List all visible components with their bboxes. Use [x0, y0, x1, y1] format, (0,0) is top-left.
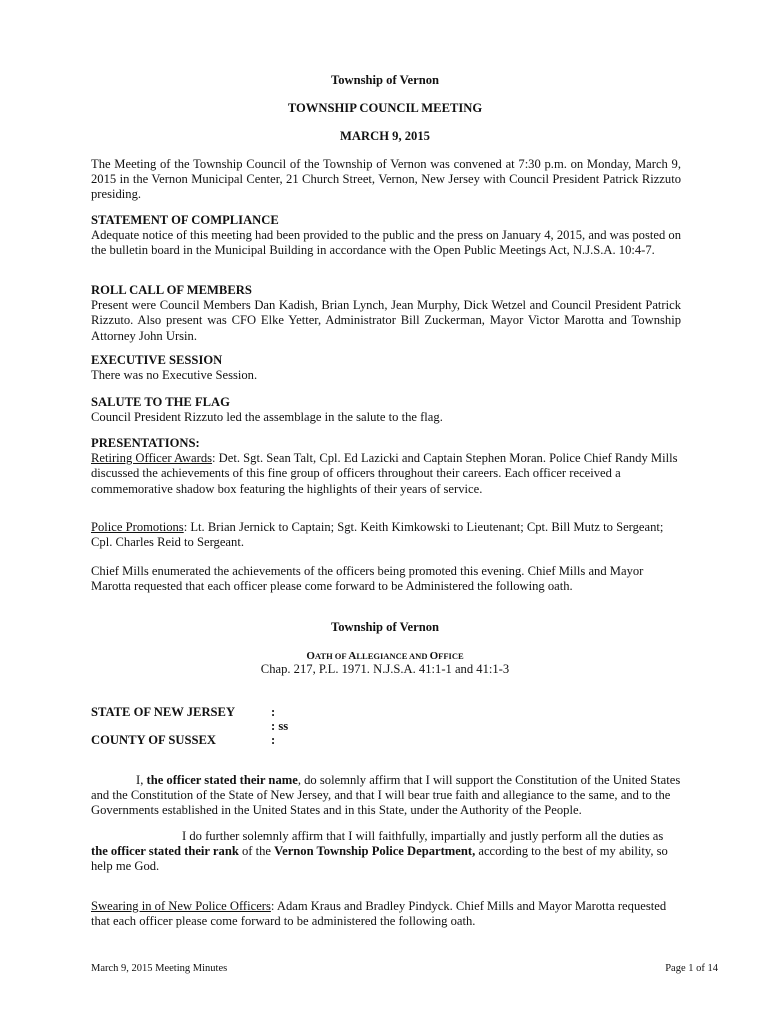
salute-heading: SALUTE TO THE FLAG: [91, 395, 230, 409]
footer-page-number: Page 1 of 14: [665, 963, 718, 974]
header-date: MARCH 9, 2015: [340, 129, 430, 143]
header-meeting-title: TOWNSHIP COUNCIL MEETING: [287, 101, 483, 115]
compliance-heading: STATEMENT OF COMPLIANCE: [91, 213, 279, 227]
footer-title: March 9, 2015 Meeting Minutes: [91, 963, 228, 974]
roll-call-body: Present were Council Members Dan Kadish, Brian Lynch, Jean Murphy, Dick Wetzel and Council President Patrick Rizzuto. Also present was CFO Elke Yetter, Administrator Bill Zuckerman, Mayor Victor Marotta and Township Attorney John Ursin.: [91, 298, 681, 343]
presentations-section: [91, 436, 681, 497]
executive-body: There was no Executive Session.: [91, 368, 258, 383]
state-colon: :: [271, 705, 276, 719]
state-label: STATE OF NEW JERSEY: [91, 705, 236, 719]
swearing-body: : Adam Kraus and Bradley Pindyck. Chief Mills and Mayor Marotta requested that each officer please come forward to be administered the following oath.: [91, 899, 667, 929]
swearing-label: Swearing in of New Police Officers: [91, 899, 271, 913]
presentations-heading: PRESENTATIONS:: [91, 436, 200, 450]
promotions-paragraph: [91, 520, 681, 550]
oath-paragraph-2: I do further solemnly affirm that I will faithfully, impartially and justly perform all the duties as the officer stated their rank of the Vernon Township Police Department, according to the best of my ability, so help me God.: [91, 829, 668, 874]
header-org: Township of Vernon: [330, 73, 440, 87]
salute-section: [91, 395, 681, 425]
promotions-body: : Lt. Brian Jernick to Captain; Sgt. Keith Kimkowski to Lieutenant; Cpt. Bill Mutz to Sergeant; Cpl. Charles Reid to Sergeant.: [91, 520, 664, 550]
executive-section: [91, 353, 681, 383]
oath-org: Township of Vernon: [330, 620, 440, 634]
oath-title: OATH OF ALLEGIANCE AND OFFICE: [306, 650, 464, 662]
retiring-awards-body: : Det. Sgt. Sean Talt, Cpl. Ed Lazicki and Captain Stephen Moran. Police Chief Randy Mills discussed the achievements of this fine group of officers throughout their careers. Each officer received a commemorative shadow box featuring the highlights of their years of service.: [91, 451, 678, 496]
county-label: COUNTY OF SUSSEX: [91, 733, 217, 747]
intro-paragraph: The Meeting of the Township Council of the Township of Vernon was convened at 7:30 p.m. on Monday, March 9, 2015 in the Vernon Municipal Center, 21 Church Street, Vernon, New Jersey with Council President Patrick Rizzuto presiding.: [91, 157, 681, 202]
compliance-body: Adequate notice of this meeting had been provided to the public and the press on January 4, 2015, and was posted on the bulletin board in the Municipal Building in accordance with the Open Public Meetings Act, N.J.S.A. 10:4-7.: [91, 228, 682, 258]
oath-citation: Chap. 217, P.L. 1971. N.J.S.A. 41:1-1 and 41:1-3: [260, 662, 510, 676]
chief-mills-paragraph: Chief Mills enumerated the achievements of the officers being promoted this evening. Chief Mills and Mayor Marotta requested that each officer please come forward to be Administered the following oath.: [91, 564, 644, 594]
county-colon: :: [271, 733, 276, 747]
roll-call-heading: ROLL CALL OF MEMBERS: [91, 283, 252, 297]
promotions-label: Police Promotions: [91, 520, 184, 534]
roll-call-section: [91, 283, 681, 344]
compliance-section: [91, 213, 681, 259]
ss-label: : ss: [271, 719, 289, 733]
executive-heading: EXECUTIVE SESSION: [91, 353, 223, 367]
retiring-awards-label: Retiring Officer Awards: [91, 451, 213, 466]
oath-paragraph-1: I, the officer stated their name, do solemnly affirm that I will support the Constitution of the United States and the Constitution of the State of New Jersey, and that I will bear true faith and allegiance to the same, and to the Governments established in the United States and in this State, under the Authority of the People.: [91, 773, 681, 818]
salute-body: Council President Rizzuto led the assemblage in the salute to the flag.: [91, 410, 443, 425]
swearing-paragraph: [91, 899, 681, 929]
